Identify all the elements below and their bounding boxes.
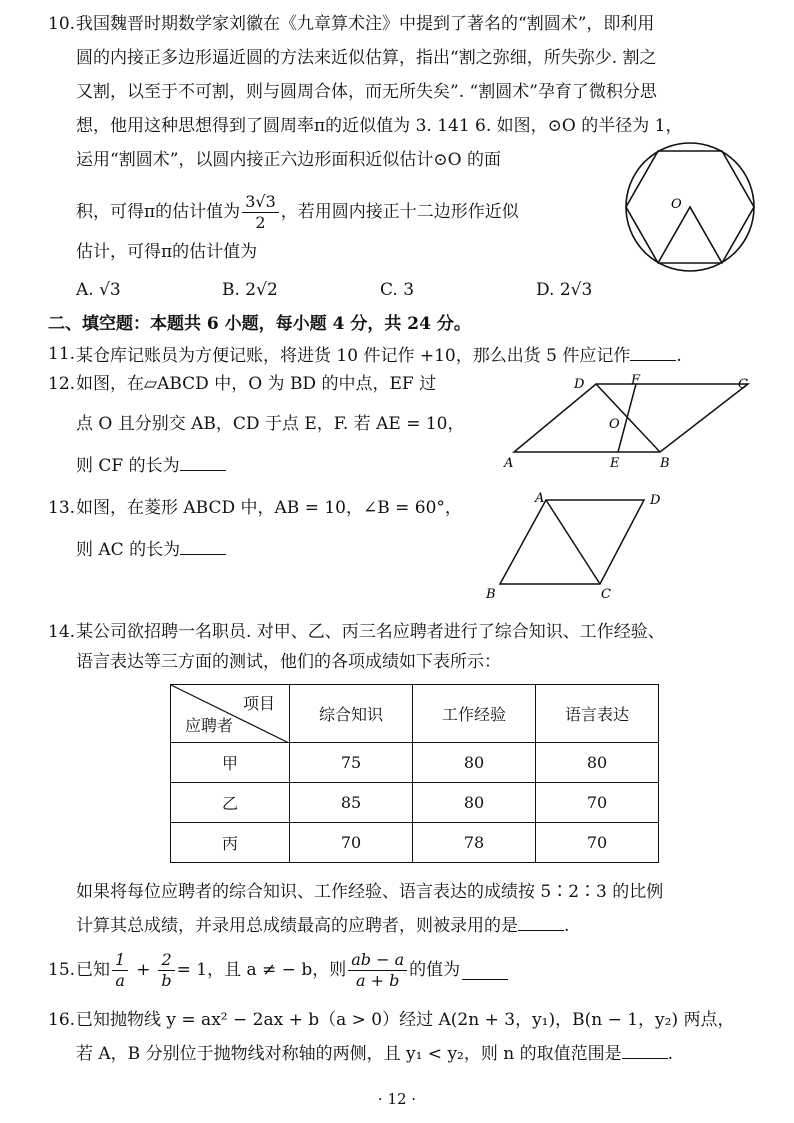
q11-end: .: [676, 346, 682, 366]
q16-end: .: [667, 1044, 674, 1064]
label-a: A: [535, 491, 545, 506]
q10-line6-b: ，若用圆内接正十二边形作近似: [280, 202, 519, 222]
q12-line1: 如图，在▱ABCD 中，O 为 BD 的中点，EF 过: [76, 374, 437, 394]
parallelogram-figure: [500, 372, 760, 472]
page-number: · 12 ·: [377, 1090, 417, 1108]
parallelogram-abcd: [514, 384, 748, 452]
table-row: [171, 743, 659, 783]
label-o: O: [609, 417, 620, 432]
corner-label-item: 项目: [242, 694, 275, 713]
center-label-o: O: [671, 197, 682, 212]
table-row: [171, 823, 659, 863]
q10-line7: 估计，可得π的估计值为: [76, 242, 258, 262]
q15-text: [76, 944, 508, 996]
table-corner-cell: [171, 685, 290, 743]
q11-text: [76, 342, 682, 368]
central-triangle: [658, 207, 722, 263]
section-heading: 二、填空题：本题共 6 小题，每小题 4 分，共 24 分。: [48, 314, 471, 334]
q14-end: .: [564, 916, 570, 936]
q10-line6-a: 积，可得π的估计值为: [76, 202, 241, 222]
label-a: A: [504, 456, 514, 471]
q11-number: 11.: [48, 344, 76, 364]
q16-line1: 已知抛物线 y = ax² − 2ax + b（a > 0）经过 A(2n + 3，y₁)，B(n − 1，y₂) 两点，: [76, 1010, 735, 1030]
q11-stem: 某仓库记账员为方便记账，将进货 10 件记作 +10，那么出货 5 件应记作: [76, 346, 631, 366]
fraction-2-over-b: [158, 950, 174, 991]
fraction-numerator: 3√3: [242, 192, 279, 213]
table-header: 语言表达: [536, 685, 659, 743]
q10-option-b: B. 2√2: [222, 280, 278, 300]
table-header-row: [171, 685, 659, 743]
rhombus-abcd: [500, 500, 644, 584]
q14-line4: [76, 912, 569, 938]
label-f: F: [631, 373, 641, 388]
q12-line2: 点 O 且分别交 AB，CD 于点 E，F. 若 AE = 10，: [76, 414, 465, 434]
q13-stem: 则 AC 的长为: [76, 540, 181, 560]
q13-number: 13.: [48, 498, 76, 518]
q15-number: 15.: [48, 960, 76, 980]
answer-blank: [462, 961, 508, 980]
fraction-denominator: a: [115, 970, 125, 990]
q10-number: 10.: [48, 14, 76, 34]
q14-stem: 计算其总成绩，并录用总成绩最高的应聘者，则被录用的是: [76, 916, 518, 936]
q10-line6: [76, 192, 519, 233]
score-table: [170, 684, 659, 863]
rhombus-figure: [480, 486, 680, 604]
score-cell: 75: [290, 743, 413, 783]
label-b: B: [660, 456, 670, 471]
q16-stem: 若 A，B 分别位于抛物线对称轴的两侧，且 y₁ < y₂，则 n 的取值范围是: [76, 1044, 622, 1064]
q10-line2: 圆的内接正多边形逼近圆的方法来近似估算，指出“割之弥细，所失弥少. 割之: [76, 48, 657, 68]
label-e: E: [610, 456, 620, 471]
q14-line1: 某公司欲招聘一名职员. 对甲、乙、丙三名应聘者进行了综合知识、工作经验、: [76, 622, 665, 642]
corner-label-applicant: 应聘者: [185, 716, 234, 735]
score-cell: 80: [413, 783, 536, 823]
score-cell: 80: [413, 743, 536, 783]
q14-line3: 如果将每位应聘者的综合知识、工作经验、语言表达的成绩按 5∶2∶3 的比例: [76, 882, 664, 902]
segment-ef: [618, 384, 636, 452]
answer-blank: [180, 452, 226, 471]
table-header: 综合知识: [290, 685, 413, 743]
q10-line1: 我国魏晋时期数学家刘徽在《九章算术注》中提到了著名的“割圆术”，即利用: [76, 14, 655, 34]
q10-line3: 又割，以至于不可割，则与圆周合体，而无所失矣”. “割圆术”孕育了微积分思: [76, 82, 657, 102]
score-cell: 70: [290, 823, 413, 863]
fraction-target-expression: [348, 950, 407, 991]
label-c: C: [738, 377, 748, 392]
q13-line1: 如图，在菱形 ABCD 中，AB = 10，∠B = 60°，: [76, 498, 462, 518]
score-cell: 70: [536, 783, 659, 823]
table-header: 工作经验: [413, 685, 536, 743]
q14-number: 14.: [48, 622, 76, 642]
applicant-name: 乙: [171, 783, 290, 823]
answer-blank: [622, 1040, 668, 1059]
fraction-denominator: b: [161, 970, 172, 990]
q16-number: 16.: [48, 1010, 76, 1030]
label-d: D: [650, 493, 661, 508]
hexagon-in-circle-figure: [615, 140, 765, 275]
fraction-numerator: 2: [158, 950, 174, 971]
q10-line5: 运用“割圆术”，以圆内接正六边形面积近似估计⊙O 的面: [76, 150, 501, 170]
q10-line4: 想，他用这种思想得到了圆周率π的近似值为 3. 141 6. 如图，⊙O 的半径为 1，: [76, 116, 683, 136]
fraction-numerator: 1: [112, 950, 128, 971]
answer-blank: [180, 536, 226, 555]
applicant-name: 丙: [171, 823, 290, 863]
q13-line2: [76, 536, 226, 562]
label-d: D: [574, 377, 585, 392]
q10-option-a: A. √3: [76, 280, 121, 300]
q10-option-c: C. 3: [380, 280, 415, 300]
q12-stem: 则 CF 的长为: [76, 456, 180, 476]
score-cell: 78: [413, 823, 536, 863]
pi-estimate-fraction: [242, 192, 279, 233]
fraction-1-over-a: [112, 950, 128, 991]
fraction-denominator: a + b: [355, 970, 400, 990]
score-cell: 80: [536, 743, 659, 783]
plus-sign: +: [136, 960, 151, 980]
answer-blank: [518, 912, 564, 931]
q15-mid: = 1，且 a ≠ − b，则: [176, 960, 347, 980]
diagonal-ac: [546, 500, 600, 584]
table-row: [171, 783, 659, 823]
answer-blank: [630, 342, 676, 361]
fraction-denominator: 2: [255, 213, 266, 232]
q15-post: 的值为: [409, 960, 461, 980]
score-cell: 85: [290, 783, 413, 823]
label-c: C: [601, 587, 611, 602]
q14-line2: 语言表达等三方面的测试，他们的各项成绩如下表所示：: [76, 652, 501, 672]
label-b: B: [486, 587, 496, 602]
q15-pre: 已知: [76, 960, 110, 980]
fraction-numerator: ab − a: [348, 950, 407, 971]
score-cell: 70: [536, 823, 659, 863]
q10-option-d: D. 2√3: [536, 280, 593, 300]
diagonal-bd: [596, 384, 660, 452]
applicant-name: 甲: [171, 743, 290, 783]
q16-line2: [76, 1040, 673, 1066]
q12-number: 12.: [48, 374, 76, 394]
q12-line3: [76, 452, 226, 478]
